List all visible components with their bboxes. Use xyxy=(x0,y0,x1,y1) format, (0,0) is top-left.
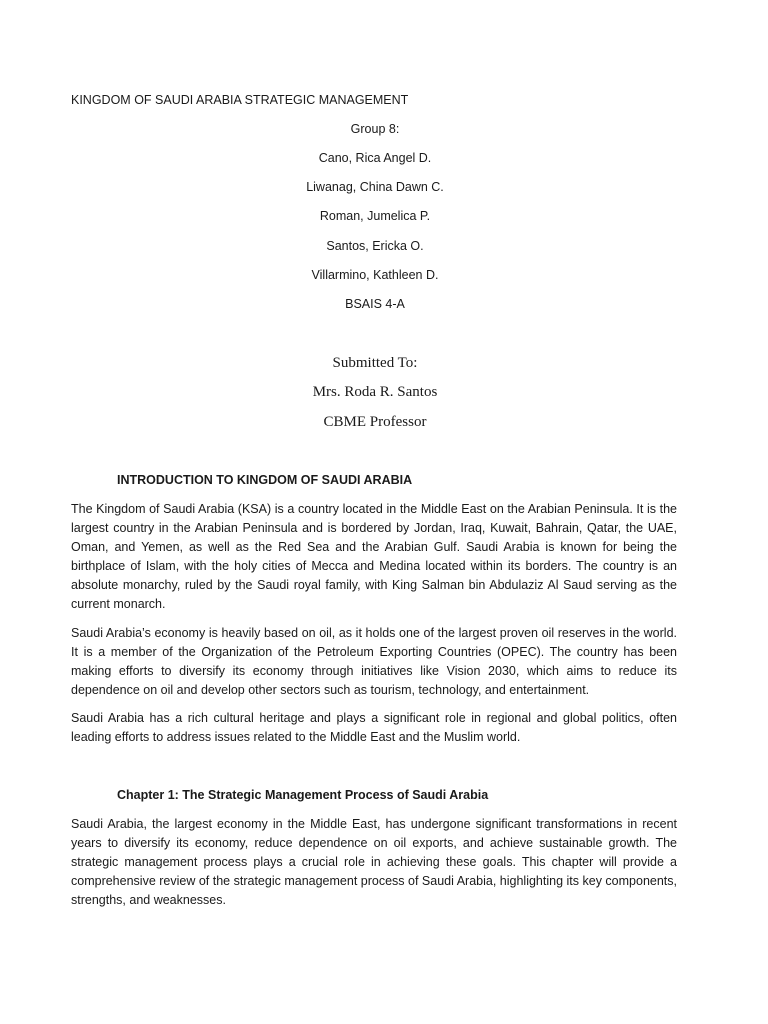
chapter-paragraph: Saudi Arabia, the largest economy in the Middle East, has undergone significant transformations in recent years to diversify its economy, reduce dependence on oil exports, and achieve sustainable growth. The strategic management process plays a crucial role in achieving these goals. This chapter will provide a comprehensive review of the strategic management process of Saudi Arabia, highlighting its key components, strengths, and weaknesses. xyxy=(71,817,677,907)
member-name: Roman, Jumelica P. xyxy=(319,209,431,223)
member-name: Villarmino, Kathleen D. xyxy=(311,268,439,282)
chapter-heading: Chapter 1: The Strategic Management Process of Saudi Arabia xyxy=(117,788,489,802)
member-name: Santos, Ericka O. xyxy=(326,239,424,253)
professor-name: Mrs. Roda R. Santos xyxy=(312,384,438,400)
introduction-paragraph: Saudi Arabia has a rich cultural heritage and plays a significant role in regional and global politics, often leading efforts to address issues related to the Middle East and the Muslim world. xyxy=(71,711,677,744)
document-title: KINGDOM OF SAUDI ARABIA STRATEGIC MANAGEMENT xyxy=(71,93,409,107)
introduction-paragraph: Saudi Arabia’s economy is heavily based on oil, as it holds one of the largest proven oil reserves in the world. It is a member of the Organization of the Petroleum Exporting Countries (OPEC). The country has been making efforts to diversify its economy through initiatives like Vision 2030, which aims to reduce its dependence on oil and develop other sectors such as tourism, technology, and entertainment. xyxy=(71,626,677,697)
introduction-heading: INTRODUCTION TO KINGDOM OF SAUDI ARABIA xyxy=(117,473,413,487)
member-name: Liwanag, China Dawn C. xyxy=(306,180,444,194)
group-label: Group 8: xyxy=(350,122,400,136)
member-name: Cano, Rica Angel D. xyxy=(318,151,432,165)
section-label: BSAIS 4-A xyxy=(345,297,405,311)
introduction-paragraph: The Kingdom of Saudi Arabia (KSA) is a country located in the Middle East on the Arabian Peninsula. It is the largest country in the Arabian Peninsula and is bordered by Jordan, Iraq, Kuwait, Bahrain, Qatar, the UAE, Oman, and Yemen, as well as the Red Sea and the Arabian Gulf. Saudi Arabia is known for being the birthplace of Islam, with the holy cities of Mecca and Medina located within its borders. The country is an absolute monarchy, ruled by the Saudi royal family, with King Salman bin Abdulaziz Al Saud serving as the current monarch. xyxy=(71,502,677,611)
submitted-to-label: Submitted To: xyxy=(332,355,418,371)
professor-title: CBME Professor xyxy=(323,414,427,430)
